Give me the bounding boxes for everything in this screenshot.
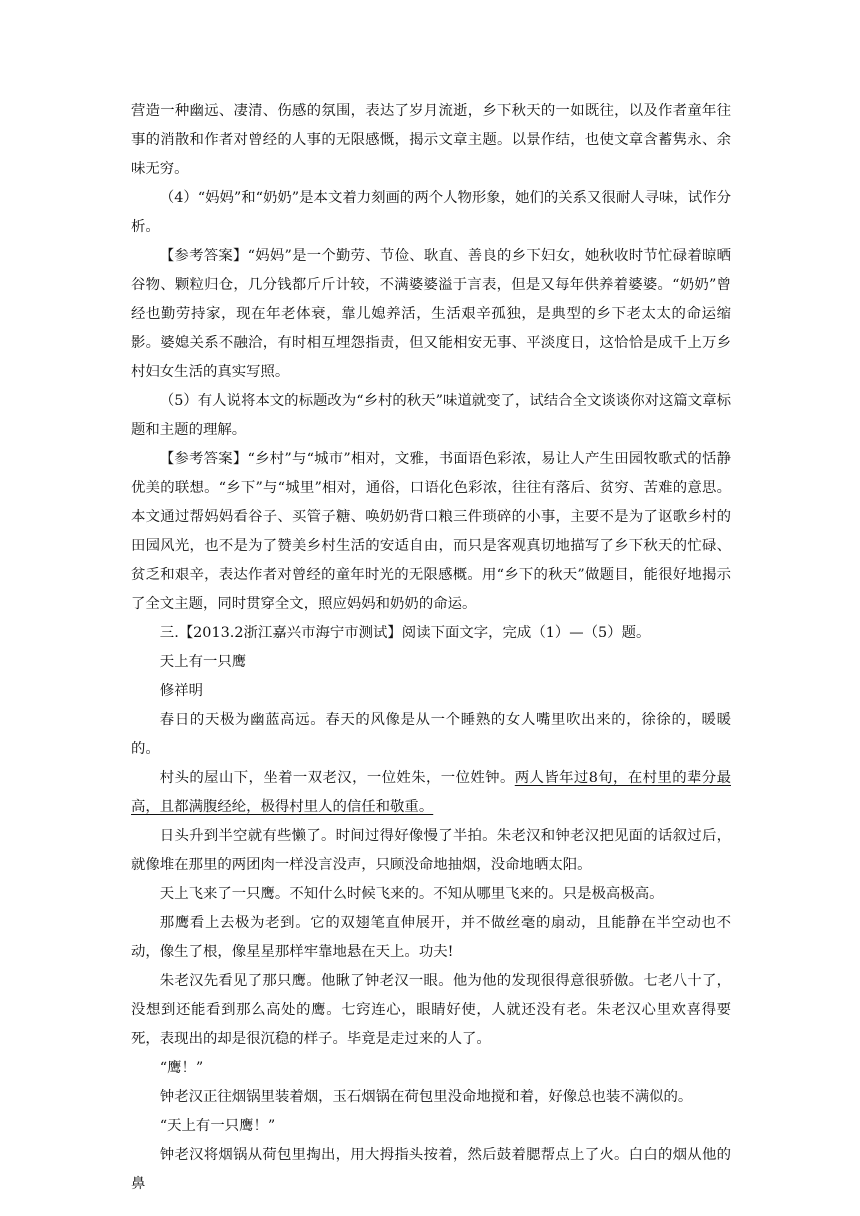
body-paragraph: 那鹰看上去极为老到。它的双翅笔直伸展开，并不做丝毫的扇动，且能静在半空动也不动，像生了根，像星星那样牢靠地悬在天上。功夫! [131, 915, 731, 960]
answer-4: 【参考答案】“妈妈”是一个勤劳、节俭、耿直、善良的乡下妇女，她秋收时节忙碌着晾晒谷物、颗粒归仓，几分钱都斤斤计较，不满婆婆溢于言表，但是又每年供养着婆婆。“奶奶”曾经也勤劳持家，现在年老体衰，靠儿媳养活，生活艰辛孤独，是典型的乡下老太太的命运缩影。婆媳关系不融洽，有时相互埋怨指责，但又能相安无事、平淡度日，这恰恰是成千上万乡村妇女生活的真实写照。 [131, 248, 731, 380]
answer-5: 【参考答案】“乡村”与“城市”相对，文雅，书面语色彩浓，易让人产生田园牧歌式的恬静优美的联想。“乡下”与“城里”相对，通俗，口语化色彩浓，往往有落后、贫穷、苦难的意思。本文通过帮妈妈看谷子、买管子糖、唤奶奶背口粮三件琐碎的小事，主要不是为了讴歌乡村的田园风光，也不是为了赞美乡村生活的安适自由，而只是客观真切地描写了乡下秋天的忙碌、贫乏和艰辛，表达作者对曾经的童年时光的无限感概。用“乡下的秋天”做题目，能很好地揭示了全文主题，同时贯穿全文，照应妈妈和奶奶的命运。 [131, 451, 731, 612]
section-3-heading: 三.【2013.2浙江嘉兴市海宁市测试】阅读下面文字，完成（1）—（5）题。 [159, 625, 651, 641]
question-5: （5）有人说将本文的标题改为“乡村的秋天”味道就变了，试结合全文谈谈你对这篇文章标题和主题的理解。 [131, 393, 731, 438]
body-paragraph: 钟老汉正往烟锅里装着烟，玉石烟锅在荷包里没命地搅和着，好像总也装不满似的。 [159, 1089, 693, 1105]
dialogue-line: “天上有一只鹰！” [159, 1118, 276, 1134]
analysis-paragraph: 营造一种幽远、凄清、伤感的氛围，表达了岁月流逝，乡下秋天的一如既往，以及作者童年往事的消散和作者对曾经的人事的无限感慨，揭示文章主题。以景作结，也使文章含蓄隽永、余味无穷。 [131, 103, 731, 177]
body-paragraph [131, 764, 731, 822]
article-title: 天上有一只鹰 [159, 654, 247, 670]
article-author: 修祥明 [159, 683, 203, 699]
body-text: 村头的屋山下，坐着一双老汉，一位姓朱，一位姓钟。 [159, 770, 515, 786]
dialogue-line: “鹰！” [159, 1060, 204, 1076]
underlined-sentence: 两人皆年过8旬，在村里的辈分最高，且都满腹经纶，极得村里人的信任和敬重。 [131, 770, 731, 815]
body-paragraph: 春日的天极为幽蓝高远。春天的风像是从一个睡熟的女人嘴里吹出来的，徐徐的，暖暖的。 [131, 712, 731, 757]
document-page [131, 97, 731, 1199]
body-paragraph: 天上飞来了一只鹰。不知什么时候飞来的。不知从哪里飞来的。只是极高极高。 [159, 886, 664, 902]
body-paragraph: 钟老汉将烟锅从荷包里掏出，用大拇指头按着，然后鼓着腮帮点上了火。白白的烟从他的鼻 [131, 1147, 731, 1192]
body-paragraph: 日头升到半空就有些懒了。时间过得好像慢了半拍。朱老汉和钟老汉把见面的话叙过后，就像堆在那里的两团肉一样没言没声，只顾没命地抽烟，没命地晒太阳。 [131, 828, 731, 873]
body-paragraph: 朱老汉先看见了那只鹰。他瞅了钟老汉一眼。他为他的发现很得意很骄傲。七老八十了，没想到还能看到那么高处的鹰。七窍连心，眼睛好使，人就还没有老。朱老汉心里欢喜得要死，表现出的却是很沉稳的样子。毕竟是走过来的人了。 [131, 973, 731, 1047]
question-4: （4）“妈妈”和“奶奶”是本文着力刻画的两个人物形象，她们的关系又很耐人寻味，试作分析。 [131, 190, 731, 235]
